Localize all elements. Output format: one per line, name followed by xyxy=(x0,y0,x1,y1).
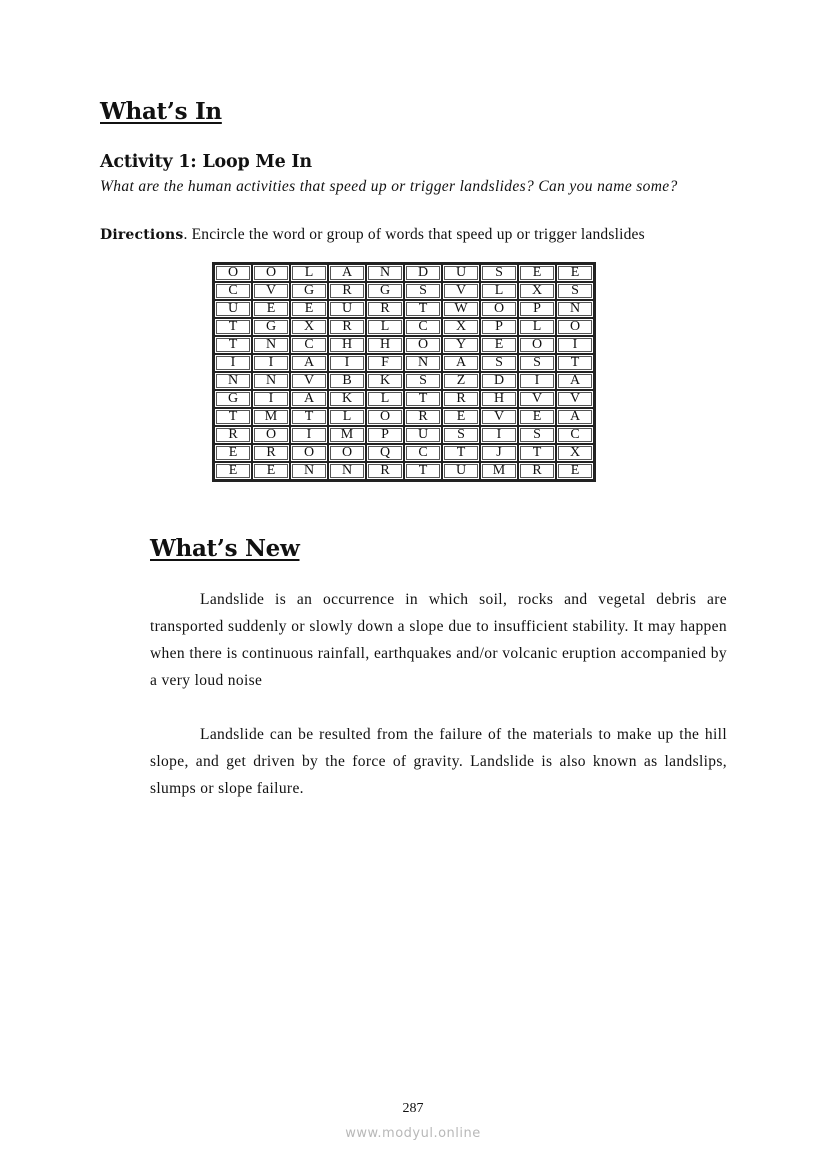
grid-cell[interactable]: O xyxy=(480,300,518,318)
grid-cell[interactable]: R xyxy=(328,282,366,300)
grid-cell[interactable]: I xyxy=(214,354,252,372)
grid-cell[interactable]: N xyxy=(252,336,290,354)
grid-cell[interactable]: W xyxy=(442,300,480,318)
directions-text: . Encircle the word or group of words that speed up or trigger landslides xyxy=(183,226,645,243)
grid-cell[interactable]: M xyxy=(480,462,518,480)
grid-cell[interactable]: I xyxy=(328,354,366,372)
grid-cell[interactable]: T xyxy=(404,390,442,408)
grid-cell[interactable]: Z xyxy=(442,372,480,390)
grid-cell[interactable]: N xyxy=(556,300,594,318)
grid-cell[interactable]: L xyxy=(366,318,404,336)
grid-cell[interactable]: X xyxy=(442,318,480,336)
grid-cell[interactable]: I xyxy=(290,426,328,444)
grid-cell[interactable]: K xyxy=(328,390,366,408)
grid-cell[interactable]: S xyxy=(556,282,594,300)
grid-cell[interactable]: H xyxy=(480,390,518,408)
grid-cell[interactable]: A xyxy=(556,372,594,390)
grid-row xyxy=(214,444,594,462)
grid-row xyxy=(214,336,594,354)
grid-cell[interactable]: E xyxy=(518,264,556,282)
grid-cell[interactable]: N xyxy=(214,372,252,390)
grid-cell[interactable]: T xyxy=(442,444,480,462)
grid-cell[interactable]: S xyxy=(518,426,556,444)
grid-cell[interactable]: R xyxy=(518,462,556,480)
grid-cell[interactable]: E xyxy=(290,300,328,318)
grid-cell[interactable]: O xyxy=(518,336,556,354)
watermark: www.modyul.online xyxy=(345,1126,481,1141)
directions xyxy=(100,226,740,244)
grid-cell[interactable]: F xyxy=(366,354,404,372)
whats-new-paragraph-1: Landslide is an occurrence in which soil, rocks and vegetal debris are transported suddenly or slowly down a slope due to insufficient stability. It may happen when there is continuous rainfall, earthquakes and/or volcanic eruption accompanied by a very loud noise xyxy=(150,591,727,689)
grid-cell[interactable]: I xyxy=(252,354,290,372)
grid-cell[interactable]: E xyxy=(252,300,290,318)
grid-cell[interactable]: R xyxy=(404,408,442,426)
grid-cell[interactable]: P xyxy=(518,300,556,318)
grid-cell[interactable]: O xyxy=(214,264,252,282)
grid-cell[interactable]: V xyxy=(252,282,290,300)
grid-cell[interactable]: E xyxy=(252,462,290,480)
grid-cell[interactable]: E xyxy=(556,462,594,480)
grid-cell[interactable]: O xyxy=(290,444,328,462)
whats-new-paragraph-2: Landslide can be resulted from the failure of the materials to make up the hill slope, and get driven by the force of gravity. Landslide is also known as landslips, slumps or slope failure. xyxy=(150,726,727,797)
grid-cell[interactable]: S xyxy=(404,372,442,390)
grid-cell[interactable]: A xyxy=(290,390,328,408)
grid-cell[interactable]: N xyxy=(290,462,328,480)
grid-cell[interactable]: A xyxy=(556,408,594,426)
grid-cell[interactable]: B xyxy=(328,372,366,390)
grid-cell[interactable]: T xyxy=(214,336,252,354)
grid-cell[interactable]: N xyxy=(328,462,366,480)
directions-label: Directions xyxy=(100,227,184,243)
grid-cell[interactable]: U xyxy=(442,264,480,282)
grid-cell[interactable]: J xyxy=(480,444,518,462)
grid-cell[interactable]: R xyxy=(442,390,480,408)
grid-cell[interactable]: Y xyxy=(442,336,480,354)
grid-cell[interactable]: L xyxy=(290,264,328,282)
grid-cell[interactable]: H xyxy=(328,336,366,354)
grid-cell[interactable]: U xyxy=(404,426,442,444)
grid-cell[interactable]: G xyxy=(214,390,252,408)
grid-cell[interactable]: P xyxy=(366,426,404,444)
grid-cell[interactable]: T xyxy=(214,318,252,336)
grid-cell[interactable]: P xyxy=(480,318,518,336)
activity-title: Activity 1: Loop Me In xyxy=(100,152,312,172)
grid-cell[interactable]: L xyxy=(480,282,518,300)
grid-cell[interactable]: O xyxy=(328,444,366,462)
grid-cell[interactable]: V xyxy=(290,372,328,390)
grid-cell[interactable]: G xyxy=(290,282,328,300)
grid-cell[interactable]: D xyxy=(480,372,518,390)
grid-row xyxy=(214,408,594,426)
grid-cell[interactable]: C xyxy=(404,444,442,462)
grid-cell[interactable]: A xyxy=(442,354,480,372)
grid-cell[interactable]: U xyxy=(328,300,366,318)
grid-cell[interactable]: C xyxy=(290,336,328,354)
grid-cell[interactable]: C xyxy=(214,282,252,300)
grid-cell[interactable]: T xyxy=(556,354,594,372)
word-search-grid xyxy=(212,262,596,482)
grid-cell[interactable]: I xyxy=(252,390,290,408)
grid-cell[interactable]: L xyxy=(366,390,404,408)
grid-cell[interactable]: E xyxy=(442,408,480,426)
grid-cell[interactable]: G xyxy=(252,318,290,336)
grid-cell[interactable]: C xyxy=(556,426,594,444)
grid-cell[interactable]: T xyxy=(404,462,442,480)
grid-cell[interactable]: U xyxy=(442,462,480,480)
grid-cell[interactable]: R xyxy=(366,300,404,318)
grid-cell[interactable]: M xyxy=(328,426,366,444)
grid-cell[interactable]: E xyxy=(518,408,556,426)
grid-cell[interactable]: A xyxy=(328,264,366,282)
grid-cell[interactable]: E xyxy=(556,264,594,282)
grid-row xyxy=(214,282,594,300)
grid-row xyxy=(214,462,594,480)
grid-cell[interactable]: O xyxy=(366,408,404,426)
grid-cell[interactable]: I xyxy=(480,426,518,444)
grid-cell[interactable]: A xyxy=(290,354,328,372)
grid-cell[interactable]: S xyxy=(518,354,556,372)
grid-cell[interactable]: R xyxy=(328,318,366,336)
grid-row xyxy=(214,426,594,444)
grid-cell[interactable]: L xyxy=(328,408,366,426)
grid-cell[interactable]: V xyxy=(442,282,480,300)
grid-cell[interactable]: T xyxy=(518,444,556,462)
whats-new-heading: What’s New xyxy=(150,535,300,562)
grid-row xyxy=(214,300,594,318)
grid-cell[interactable]: I xyxy=(518,372,556,390)
grid-cell[interactable]: X xyxy=(556,444,594,462)
grid-cell[interactable]: O xyxy=(252,264,290,282)
grid-cell[interactable]: Q xyxy=(366,444,404,462)
grid-cell[interactable]: T xyxy=(290,408,328,426)
grid-cell[interactable]: H xyxy=(366,336,404,354)
grid-cell[interactable]: E xyxy=(214,462,252,480)
grid-cell[interactable]: X xyxy=(518,282,556,300)
grid-cell[interactable]: E xyxy=(480,336,518,354)
whats-in-heading: What’s In xyxy=(100,98,222,125)
grid-cell[interactable]: S xyxy=(480,264,518,282)
grid-cell[interactable]: U xyxy=(214,300,252,318)
grid-row xyxy=(214,372,594,390)
grid-cell[interactable]: S xyxy=(442,426,480,444)
page-number: 287 xyxy=(402,1101,424,1116)
grid-cell[interactable]: O xyxy=(404,336,442,354)
grid-cell[interactable]: E xyxy=(214,444,252,462)
grid-cell[interactable]: V xyxy=(518,390,556,408)
grid-cell[interactable]: D xyxy=(404,264,442,282)
grid-cell[interactable]: G xyxy=(366,282,404,300)
grid-cell[interactable]: R xyxy=(252,444,290,462)
grid-cell[interactable]: R xyxy=(366,462,404,480)
grid-cell[interactable]: C xyxy=(404,318,442,336)
grid-cell[interactable]: L xyxy=(518,318,556,336)
grid-cell[interactable]: R xyxy=(214,426,252,444)
grid-cell[interactable]: N xyxy=(366,264,404,282)
grid-cell[interactable]: V xyxy=(480,408,518,426)
grid-row xyxy=(214,264,594,282)
grid-cell[interactable]: S xyxy=(480,354,518,372)
grid-cell[interactable]: V xyxy=(556,390,594,408)
grid-cell[interactable]: X xyxy=(290,318,328,336)
grid-cell[interactable]: N xyxy=(404,354,442,372)
grid-cell[interactable]: S xyxy=(404,282,442,300)
grid-cell[interactable]: I xyxy=(556,336,594,354)
grid-row xyxy=(214,390,594,408)
grid-row xyxy=(214,318,594,336)
grid-cell[interactable]: N xyxy=(252,372,290,390)
grid-cell[interactable]: O xyxy=(252,426,290,444)
activity-question: What are the human activities that speed up or trigger landslides? Can you name some? xyxy=(100,178,678,195)
grid-cell[interactable]: T xyxy=(214,408,252,426)
grid-cell[interactable]: T xyxy=(404,300,442,318)
grid-row xyxy=(214,354,594,372)
word-search-table xyxy=(212,262,596,482)
grid-cell[interactable]: M xyxy=(252,408,290,426)
grid-cell[interactable]: K xyxy=(366,372,404,390)
grid-cell[interactable]: O xyxy=(556,318,594,336)
